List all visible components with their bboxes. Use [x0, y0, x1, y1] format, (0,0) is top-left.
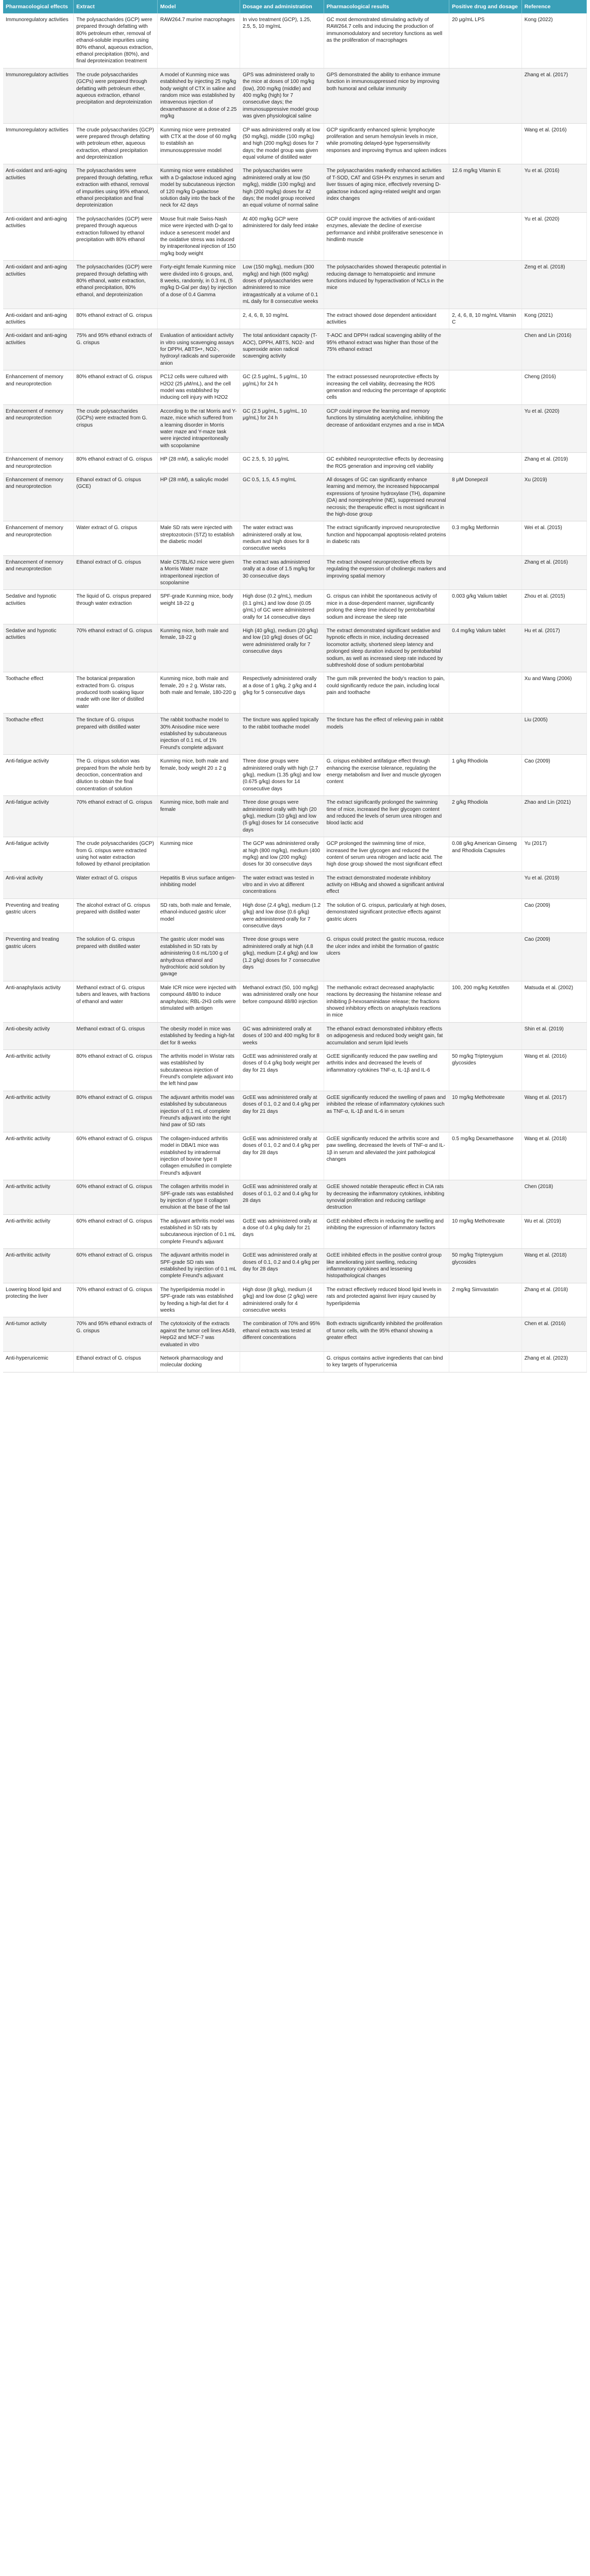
- cell-results: The extract effectively reduced blood lipid levels in rats and protected against liver injury caused by hyperlipidemia: [324, 1283, 449, 1317]
- cell-results: The extract showed neuroprotective effects by regulating the expression of cholinergic markers and improving spatial memory: [324, 555, 449, 590]
- cell-positive-drug: 0.3 mg/kg Metformin: [449, 521, 522, 556]
- cell-reference: Yu et al. (2020): [521, 212, 586, 260]
- cell-extract: The crude polysaccharides (GCP) were prepared through defatting with petroleum ether, aqueous extraction, ethanol precipitation and deproteinization: [74, 123, 158, 164]
- cell-extract: 60% ethanol extract of G. crispus: [74, 1249, 158, 1283]
- cell-dosage: The water extract was tested in vitro and in vivo at different concentrations: [240, 871, 324, 899]
- cell-positive-drug: 50 mg/kg Tripterygium glycosides: [449, 1049, 522, 1091]
- cell-results: GC most demonstrated stimulating activity of RAW264.7 cells and inducing the production of immunomodulatory and secretory functions as well as the proliferation of macrophages: [324, 13, 449, 68]
- cell-results: The extract possessed neuroprotective effects by increasing the cell viability, decreasing the ROS generation and reducing the percentage of apoptotic cells: [324, 370, 449, 405]
- cell-positive-drug: 8 μM Donepezil: [449, 473, 522, 521]
- cell-model: The obesity model in mice was established by feeding a high-fat diet for 8 weeks: [157, 1022, 240, 1049]
- cell-model: The adjuvant arthritis model in SPF-grade SD rats was established by injection of 0.1 mL complete Freund's adjuvant: [157, 1249, 240, 1283]
- table-row: [3, 212, 587, 260]
- table-row: [3, 473, 587, 521]
- cell-model: HP (28 mM), a salicylic model: [157, 473, 240, 521]
- cell-effect: Sedative and hypnotic activities: [3, 590, 74, 624]
- cell-effect: Anti-fatigue activity: [3, 755, 74, 796]
- table-header: [3, 0, 587, 13]
- cell-effect: Immunoregulatory activities: [3, 123, 74, 164]
- cell-positive-drug: 0.5 mg/kg Dexamethasone: [449, 1132, 522, 1180]
- cell-positive-drug: [449, 212, 522, 260]
- cell-dosage: GcEE was administered orally at doses of 0.4 g/kg body weight per day for 21 days: [240, 1049, 324, 1091]
- table-row: [3, 555, 587, 590]
- cell-dosage: The extract was administered orally at a dose of 1.5 mg/kg for 30 consecutive days: [240, 555, 324, 590]
- cell-model: Evaluation of antioxidant activity in vitro using scavenging assays for DPPH, ABTS•+, NO2-, hydroxyl radicals and superoxide anion: [157, 329, 240, 370]
- cell-model: Male ICR mice were injected with compound 48/80 to induce anaphylaxis; RBL-2H3 cells were stimulated with antigen: [157, 981, 240, 1022]
- table-row: [3, 933, 587, 981]
- cell-extract: The tincture of G. crispus prepared with distilled water: [74, 714, 158, 755]
- cell-extract: Methanol extract of G. crispus: [74, 1022, 158, 1049]
- cell-results: GCP significantly enhanced splenic lymphocyte proliferation and serum hemolysin levels in mice, while promoting delayed-type hypersensitivity responses and improving thymus and spleen indices: [324, 123, 449, 164]
- cell-dosage: High dose (8 g/kg), medium (4 g/kg) and low dose (2 g/kg) were administered orally for 4 consecutive weeks: [240, 1283, 324, 1317]
- cell-positive-drug: 2 mg/kg Simvastatin: [449, 1283, 522, 1317]
- cell-effect: Enhancement of memory and neuroprotection: [3, 521, 74, 556]
- cell-model: The hyperlipidemia model in SPF-grade rats was established by feeding a high-fat diet for 4 weeks: [157, 1283, 240, 1317]
- cell-results: GCP could improve the activities of anti-oxidant enzymes, alleviate the decline of exercise performance and inhibit proliferative senescence in hindlimb muscle: [324, 212, 449, 260]
- cell-extract: 80% ethanol extract of G. crispus: [74, 1049, 158, 1091]
- cell-extract: The polysaccharides (GCP) were prepared through aqueous extraction followed by ethanol precipitation with 80% ethanol: [74, 212, 158, 260]
- cell-model: According to the rat Morris and Y-maze, mice which suffered from a learning disorder in Morris water maze and Y-maze task were injected intraperitoneally with scopolamine: [157, 404, 240, 452]
- cell-reference: Cao (2009): [521, 755, 586, 796]
- cell-dosage: GcEE was administered orally at doses of 0.1, 0.2 and 0.4 g/kg per day for 21 days: [240, 1091, 324, 1132]
- cell-positive-drug: [449, 329, 522, 370]
- table-row: [3, 1132, 587, 1180]
- cell-results: GcEE exhibited effects in reducing the swelling and inhibiting the expression of inflammatory factors: [324, 1214, 449, 1249]
- cell-extract: The crude polysaccharides (GCPs) were prepared through defatting with petroleum ether, aqueous extraction, ethanol precipitation and deproteinization: [74, 68, 158, 123]
- cell-dosage: GPS was administered orally to the mice at doses of 100 mg/kg (low), 200 mg/kg (middle) and 400 mg/kg (high) for 7 consecutive days; the immunosuppressive model group was given physiological saline: [240, 68, 324, 123]
- cell-reference: Yu et al. (2019): [521, 871, 586, 899]
- cell-dosage: GC was administered orally at doses of 100 and 400 mg/kg for 8 weeks: [240, 1022, 324, 1049]
- cell-dosage: The water extract was administered orally at low, medium and high doses for 8 consecutive weeks: [240, 521, 324, 556]
- cell-dosage: GC (2.5 μg/mL, 5 μg/mL, 10 μg/mL) for 24 h: [240, 370, 324, 405]
- header-extract: Extract: [74, 0, 158, 13]
- cell-model: Male C57BL/6J mice were given a Morris Water maze intraperitoneal injection of scopolamine: [157, 555, 240, 590]
- cell-results: The extract demonstrated moderate inhibitory activity on HBsAg and showed a significant antiviral effect: [324, 871, 449, 899]
- cell-reference: Zhang et al. (2017): [521, 68, 586, 123]
- cell-model: The collagen arthritis model in SPF-grade rats was established by injection of type II collagen emulsion at the base of the tail: [157, 1180, 240, 1215]
- cell-model: HP (28 mM), a salicylic model: [157, 453, 240, 473]
- cell-reference: Shin et al. (2019): [521, 1022, 586, 1049]
- cell-reference: Kong (2021): [521, 309, 586, 329]
- cell-positive-drug: [449, 68, 522, 123]
- cell-positive-drug: [449, 1317, 522, 1352]
- cell-reference: Zhang et al. (2019): [521, 453, 586, 473]
- cell-results: GcEE significantly reduced the swelling of paws and inhibited the release of inflammatory cytokines such as TNF-α, IL-1β and IL-6 in serum: [324, 1091, 449, 1132]
- cell-dosage: The GCP was administered orally at high (800 mg/kg), medium (400 mg/kg) and low (200 mg/kg) doses for 30 consecutive days: [240, 837, 324, 872]
- cell-positive-drug: 0.003 g/kg Valium tablet: [449, 590, 522, 624]
- cell-extract: Methanol extract of G. crispus tubers and leaves, with fractions of ethanol and water: [74, 981, 158, 1022]
- cell-model: Forty-eight female Kunming mice were divided into 6 groups, and, 8 weeks, randomly, in 0.3 mL (5 mg/kg D-Gal per day) by injection of a dose of 0.4 Gamma: [157, 261, 240, 309]
- cell-dosage: CP was administered orally at low (50 mg/kg), middle (100 mg/kg) and high (200 mg/kg) doses for 7 days; the model group was given equal volume of distilled water: [240, 123, 324, 164]
- cell-model: The adjuvant arthritis model was established in SD rats by subcutaneous injection of 0.1 mL complete Freund's adjuvant: [157, 1214, 240, 1249]
- table-row: [3, 1180, 587, 1215]
- cell-extract: 60% ethanol extract of G. crispus: [74, 1132, 158, 1180]
- table-row: [3, 309, 587, 329]
- cell-model: Kunming mice, both male and female: [157, 796, 240, 837]
- cell-extract: The polysaccharides (GCP) were prepared through defatting with 80% ethanol, water extraction, ethanol precipitation, 80% ethanol, and deproteinization: [74, 261, 158, 309]
- cell-results: T-AOC and DPPH radical scavenging ability of the 95% ethanol extract was higher than those of the 75% ethanol extract: [324, 329, 449, 370]
- cell-results: GcEE showed notable therapeutic effect in CIA rats by decreasing the inflammatory cytokines, inhibiting synovial proliferation and reducing cartilage destruction: [324, 1180, 449, 1215]
- cell-effect: Enhancement of memory and neuroprotection: [3, 453, 74, 473]
- cell-extract: Water extract of G. crispus: [74, 871, 158, 899]
- cell-extract: 60% ethanol extract of G. crispus: [74, 1214, 158, 1249]
- cell-extract: 80% ethanol extract of G. crispus: [74, 453, 158, 473]
- cell-effect: Preventing and treating gastric ulcers: [3, 933, 74, 981]
- cell-positive-drug: [449, 672, 522, 714]
- cell-model: Mouse fruit male Swiss-Nash mice were injected with D-gal to induce a senescent model and the oxidative stress was induced by intraperitoneal injection of 150 mg/kg body weight: [157, 212, 240, 260]
- cell-effect: Enhancement of memory and neuroprotection: [3, 370, 74, 405]
- header-reference: Reference: [521, 0, 586, 13]
- cell-extract: 75% and 95% ethanol extracts of G. crispus: [74, 329, 158, 370]
- cell-dosage: The combination of 70% and 95% ethanol extracts was tested at different concentrations: [240, 1317, 324, 1352]
- cell-model: Kunming mice were pretreated with CTX at the dose of 60 mg/kg to establish an immunosuppressive model: [157, 123, 240, 164]
- cell-positive-drug: [449, 453, 522, 473]
- cell-reference: Chen and Lin (2016): [521, 329, 586, 370]
- cell-extract: 80% ethanol extract of G. crispus: [74, 370, 158, 405]
- table-row: [3, 329, 587, 370]
- cell-dosage: The polysaccharides were administered orally at low (50 mg/kg), middle (100 mg/kg) and high (200 mg/kg) doses for 42 days; the model group received an equal volume of normal saline: [240, 164, 324, 212]
- cell-effect: Toothache effect: [3, 714, 74, 755]
- cell-positive-drug: [449, 370, 522, 405]
- cell-model: Kunming mice were established with a D-galactose induced aging model by subcutaneous injection of 120 mg/kg D-galactose solution daily into the back of the neck for 42 days: [157, 164, 240, 212]
- cell-extract: The solution of G. crispus prepared with distilled water: [74, 933, 158, 981]
- table-row: [3, 672, 587, 714]
- cell-effect: Immunoregulatory activities: [3, 68, 74, 123]
- cell-results: The extract significantly improved neuroprotective function and hippocampal apoptosis-related proteins in diabetic rats: [324, 521, 449, 556]
- table-row: [3, 68, 587, 123]
- cell-reference: Cao (2009): [521, 933, 586, 981]
- header-dosage: Dosage and administration: [240, 0, 324, 13]
- cell-effect: Anti-fatigue activity: [3, 796, 74, 837]
- cell-reference: Zhao and Lin (2021): [521, 796, 586, 837]
- cell-effect: Anti-arthritic activity: [3, 1249, 74, 1283]
- cell-positive-drug: 2 g/kg Rhodiola: [449, 796, 522, 837]
- cell-positive-drug: 20 μg/mL LPS: [449, 13, 522, 68]
- cell-model: Kunming mice, both male and female, 18-22 g: [157, 624, 240, 672]
- cell-reference: Yu et al. (2020): [521, 404, 586, 452]
- cell-effect: Anti-hyperuricemic: [3, 1351, 74, 1372]
- cell-positive-drug: [449, 1180, 522, 1215]
- cell-positive-drug: 12.6 mg/kg Vitamin E: [449, 164, 522, 212]
- cell-extract: 60% ethanol extract of G. crispus: [74, 1180, 158, 1215]
- cell-effect: Preventing and treating gastric ulcers: [3, 899, 74, 933]
- cell-extract: Water extract of G. crispus: [74, 521, 158, 556]
- cell-positive-drug: 1 g/kg Rhodiola: [449, 755, 522, 796]
- cell-reference: Wang et al. (2017): [521, 1091, 586, 1132]
- cell-model: The adjuvant arthritis model was established by subcutaneous injection of 0.1 mL of complete Freund's adjuvant into the right hind paw of SD rats: [157, 1091, 240, 1132]
- cell-effect: Anti-anaphylaxis activity: [3, 981, 74, 1022]
- cell-positive-drug: [449, 123, 522, 164]
- cell-reference: Zhou et al. (2015): [521, 590, 586, 624]
- cell-model: Network pharmacology and molecular docking: [157, 1351, 240, 1372]
- cell-results: The gum milk prevented the body's reaction to pain, could significantly reduce the pain, including local pain and toothache: [324, 672, 449, 714]
- table-row: [3, 899, 587, 933]
- table-row: [3, 1049, 587, 1091]
- cell-reference: Yu (2017): [521, 837, 586, 872]
- table-row: [3, 1022, 587, 1049]
- cell-results: GCP could improve the learning and memory functions by stimulating acetylcholine, inhibiting the decrease of antioxidant enzymes and a rise in MDA: [324, 404, 449, 452]
- cell-positive-drug: 2, 4, 6, 8, 10 mg/mL Vitamin C: [449, 309, 522, 329]
- cell-positive-drug: [449, 899, 522, 933]
- cell-positive-drug: 10 mg/kg Methotrexate: [449, 1091, 522, 1132]
- cell-dosage: High (40 g/kg), medium (20 g/kg) and low (10 g/kg) doses of GC were administered orally for 7 consecutive days: [240, 624, 324, 672]
- cell-effect: Anti-viral activity: [3, 871, 74, 899]
- cell-reference: Wang et al. (2016): [521, 123, 586, 164]
- cell-results: G. crispus contains active ingredients that can bind to key targets of hyperuricemia: [324, 1351, 449, 1372]
- cell-dosage: Three dose groups were administered orally with high (20 g/kg), medium (10 g/kg) and low (5 g/kg) doses for 14 consecutive days: [240, 796, 324, 837]
- cell-dosage: GcEE was administered orally at doses of 0.1, 0.2 and 0.4 g/kg per day for 28 days: [240, 1132, 324, 1180]
- cell-model: The collagen-induced arthritis model in DBA/1 mice was established by intradermal injection of bovine type II collagen emulsified in complete Freund's adjuvant: [157, 1132, 240, 1180]
- cell-effect: Enhancement of memory and neuroprotection: [3, 473, 74, 521]
- table-row: [3, 261, 587, 309]
- cell-extract: The alcohol extract of G. crispus prepared with distilled water: [74, 899, 158, 933]
- table-body: [3, 13, 587, 1372]
- cell-dosage: High dose (2.4 g/kg), medium (1.2 g/kg) and low dose (0.6 g/kg) were administered orally for 7 consecutive days: [240, 899, 324, 933]
- cell-effect: Anti-obesity activity: [3, 1022, 74, 1049]
- cell-results: The methanolic extract decreased anaphylactic reactions by decreasing the histamine release and inhibiting β-hexosaminidase release; the fractions showed inhibitory effects on anaphylaxis reactions in mice: [324, 981, 449, 1022]
- table-row: [3, 164, 587, 212]
- cell-model: RAW264.7 murine macrophages: [157, 13, 240, 68]
- cell-model: Male SD rats were injected with streptozotocin (STZ) to establish the diabetic model: [157, 521, 240, 556]
- table-row: [3, 453, 587, 473]
- cell-model: A model of Kunming mice was established by injecting 25 mg/kg body weight of CTX in saline and random mice was established by intravenous injection of dexamethasone at a dose of 2.25 mg/kg: [157, 68, 240, 123]
- cell-effect: Anti-oxidant and anti-aging activities: [3, 309, 74, 329]
- cell-extract: Ethanol extract of G. crispus: [74, 555, 158, 590]
- cell-reference: Chen et al. (2016): [521, 1317, 586, 1352]
- header-positive-drug: Positive drug and dosage: [449, 0, 522, 13]
- header-model: Model: [157, 0, 240, 13]
- cell-dosage: High dose (0.2 g/mL), medium (0.1 g/mL) and low dose (0.05 g/mL) of GC were administered orally for 14 consecutive days: [240, 590, 324, 624]
- cell-dosage: At 400 mg/kg GCP were administered for daily feed intake: [240, 212, 324, 260]
- cell-effect: Immunoregulatory activities: [3, 13, 74, 68]
- cell-effect: Anti-fatigue activity: [3, 837, 74, 872]
- cell-dosage: GcEE was administered orally at a dose of 0.4 g/kg daily for 21 days: [240, 1214, 324, 1249]
- cell-reference: Wei et al. (2015): [521, 521, 586, 556]
- cell-dosage: The total antioxidant capacity (T-AOC), DPPH, ABTS, NO2- and superoxide anion radical scavenging activity: [240, 329, 324, 370]
- cell-positive-drug: [449, 871, 522, 899]
- cell-effect: Lowering blood lipid and protecting the liver: [3, 1283, 74, 1317]
- table-row: [3, 837, 587, 872]
- cell-effect: Anti-oxidant and anti-aging activities: [3, 164, 74, 212]
- cell-effect: Enhancement of memory and neuroprotection: [3, 555, 74, 590]
- cell-effect: Anti-oxidant and anti-aging activities: [3, 261, 74, 309]
- cell-model: SPF-grade Kunming mice, body weight 18-22 g: [157, 590, 240, 624]
- cell-extract: The liquid of G. crispus prepared through water extraction: [74, 590, 158, 624]
- cell-extract: Ethanol extract of G. crispus (GCE): [74, 473, 158, 521]
- cell-effect: Anti-arthritic activity: [3, 1091, 74, 1132]
- cell-model: SD rats, both male and female, ethanol-induced gastric ulcer model: [157, 899, 240, 933]
- cell-positive-drug: [449, 555, 522, 590]
- cell-effect: Sedative and hypnotic activities: [3, 624, 74, 672]
- cell-positive-drug: 100, 200 mg/kg Ketotifen: [449, 981, 522, 1022]
- cell-results: The extract significantly prolonged the swimming time of mice, increased the liver glycogen content and reduced the levels of serum urea nitrogen and blood lactic acid: [324, 796, 449, 837]
- table-row: [3, 1214, 587, 1249]
- cell-model: Kunming mice: [157, 837, 240, 872]
- cell-positive-drug: 0.4 mg/kg Valium tablet: [449, 624, 522, 672]
- cell-model: [157, 309, 240, 329]
- cell-effect: Anti-oxidant and anti-aging activities: [3, 212, 74, 260]
- cell-model: Kunming mice, both male and female, 20 ± 2 g. Wistar rats, both male and female, 180-220 g: [157, 672, 240, 714]
- cell-effect: Anti-arthritic activity: [3, 1180, 74, 1215]
- cell-model: The rabbit toothache model to 30% Anisodine mice were established by subcutaneous injection of 0.1 mL of 1% Freund's complete adjuvant: [157, 714, 240, 755]
- cell-reference: Zhang et al. (2018): [521, 1283, 586, 1317]
- cell-reference: Zhang et al. (2023): [521, 1351, 586, 1372]
- cell-reference: Wang et al. (2018): [521, 1132, 586, 1180]
- cell-dosage: Low (150 mg/kg), medium (300 mg/kg) and high (600 mg/kg) doses of polysaccharides were administered to mice intragastrically at a volume of 0.1 mL daily for 8 consecutive weeks: [240, 261, 324, 309]
- cell-positive-drug: [449, 1022, 522, 1049]
- cell-reference: Matsuda et al. (2002): [521, 981, 586, 1022]
- table-row: [3, 755, 587, 796]
- table-row: [3, 796, 587, 837]
- cell-extract: 80% ethanol extract of G. crispus: [74, 309, 158, 329]
- cell-model: PC12 cells were cultured with H2O2 (25 μM/mL), and the cell model was established by inducing cell injury with H2O2: [157, 370, 240, 405]
- cell-model: The gastric ulcer model was established in SD rats by administering 0.6 mL/100 g of anhydrous ethanol and hydrochloric acid solution by gavage: [157, 933, 240, 981]
- cell-positive-drug: 50 mg/kg Tripterygium glycosides: [449, 1249, 522, 1283]
- cell-results: The ethanol extract demonstrated inhibitory effects on adipogenesis and reduced body weight gain, fat accumulation and serum lipid levels: [324, 1022, 449, 1049]
- cell-extract: 80% ethanol extract of G. crispus: [74, 1091, 158, 1132]
- cell-results: G. crispus exhibited antifatigue effect through enhancing the exercise tolerance, regulating the energy metabolism and liver and muscle glycogen content: [324, 755, 449, 796]
- cell-model: Hepatitis B virus surface antigen-inhibiting model: [157, 871, 240, 899]
- cell-results: G. crispus could protect the gastric mucosa, reduce the ulcer index and inhibit the formation of gastric ulcers: [324, 933, 449, 981]
- table-row: [3, 13, 587, 68]
- cell-reference: Yu et al. (2016): [521, 164, 586, 212]
- cell-dosage: In vivo treatment (GCP), 1.25, 2.5, 5, 10 mg/mL: [240, 13, 324, 68]
- cell-reference: Zeng et al. (2018): [521, 261, 586, 309]
- table-row: [3, 871, 587, 899]
- cell-extract: The G. crispus solution was prepared from the whole herb by decoction, concentration and dilution to obtain the final concentration of solution: [74, 755, 158, 796]
- cell-results: The extract demonstrated significant sedative and hypnotic effects in mice, including decreased locomotor activity, shortened sleep latency and prolonged sleep duration induced by pentobarbital sodium, as well as increased sleep rate induced by subthreshold dose of sodium pentobarbital: [324, 624, 449, 672]
- cell-reference: Xu (2019): [521, 473, 586, 521]
- cell-results: GcEE inhibited effects in the positive control group like ameliorating joint swelling, reducing inflammatory cytokines and lessening histopathological changes: [324, 1249, 449, 1283]
- cell-positive-drug: 10 mg/kg Methotrexate: [449, 1214, 522, 1249]
- cell-results: The solution of G. crispus, particularly at high doses, demonstrated significant protective effects against gastric ulcers: [324, 899, 449, 933]
- cell-extract: 70% ethanol extract of G. crispus: [74, 624, 158, 672]
- cell-positive-drug: [449, 714, 522, 755]
- cell-results: The polysaccharides showed therapeutic potential in reducing damage to hematopoietic and immune functions induced by hyperactivation of NCLs in the mice: [324, 261, 449, 309]
- cell-reference: Wang et al. (2016): [521, 1049, 586, 1091]
- cell-model: Kunming mice, both male and female, body weight 20 ± 2 g: [157, 755, 240, 796]
- cell-extract: 70% and 95% ethanol extracts of G. crispus: [74, 1317, 158, 1352]
- cell-effect: Anti-arthritic activity: [3, 1132, 74, 1180]
- cell-reference: Liu (2005): [521, 714, 586, 755]
- cell-effect: Anti-oxidant and anti-aging activities: [3, 329, 74, 370]
- cell-reference: Zhang et al. (2016): [521, 555, 586, 590]
- table-row: [3, 981, 587, 1022]
- cell-positive-drug: [449, 261, 522, 309]
- cell-dosage: Three dose groups were administered orally with high (2.7 g/kg), medium (1.35 g/kg) and low (0.675 g/kg) doses for 14 consecutive days: [240, 755, 324, 796]
- cell-results: GcEE significantly reduced the arthritis score and paw swelling, decreased the levels of TNF-α and IL-1β in serum and alleviated the joint pathological changes: [324, 1132, 449, 1180]
- cell-effect: Anti-arthritic activity: [3, 1049, 74, 1091]
- cell-dosage: Respectively administered orally at a dose of 1 g/kg, 2 g/kg and 4 g/kg for 5 consecutive days: [240, 672, 324, 714]
- cell-positive-drug: [449, 404, 522, 452]
- cell-reference: Xu and Wang (2006): [521, 672, 586, 714]
- cell-model: The arthritis model in Wistar rats was established by subcutaneous injection of Freund's complete adjuvant into the left hind paw: [157, 1049, 240, 1091]
- cell-results: The polysaccharides markedly enhanced activities of T-SOD, CAT and GSH-Px enzymes in serum and liver tissues of aging mice, effectively reversing D-galactose induced aging-related weight and organ index changes: [324, 164, 449, 212]
- cell-effect: Anti-arthritic activity: [3, 1214, 74, 1249]
- cell-extract: The crude polysaccharides (GCP) from G. crispus were extracted using hot water extraction followed by ethanol precipitation: [74, 837, 158, 872]
- table-row: [3, 1091, 587, 1132]
- cell-results: GC exhibited neuroprotective effects by decreasing the ROS generation and improving cell viability: [324, 453, 449, 473]
- cell-positive-drug: [449, 933, 522, 981]
- table-row: [3, 624, 587, 672]
- header-row: [3, 0, 587, 13]
- table-row: [3, 1249, 587, 1283]
- header-effects: Pharmacological effects: [3, 0, 74, 13]
- table-row: [3, 714, 587, 755]
- cell-reference: Kong (2022): [521, 13, 586, 68]
- cell-dosage: Methanol extract (50, 100 mg/kg) was administered orally one hour before compound 48/80 injection: [240, 981, 324, 1022]
- cell-extract: The polysaccharides (GCP) were prepared through defatting with 80% petroleum ether, removal of ethanol-soluble impurities using 80% ethanol, aqueous extraction, ethanol precipitation (80%), and final deproteinization treatment: [74, 13, 158, 68]
- table-row: [3, 370, 587, 405]
- table-row: [3, 1283, 587, 1317]
- cell-dosage: The tincture was applied topically to the rabbit toothache model: [240, 714, 324, 755]
- cell-results: The extract showed dose dependent antioxidant activities: [324, 309, 449, 329]
- header-results: Pharmacological results: [324, 0, 449, 13]
- cell-dosage: GcEE was administered orally at doses of 0.1, 0.2 and 0.4 g/kg per day for 28 days: [240, 1249, 324, 1283]
- cell-reference: Wang et al. (2018): [521, 1249, 586, 1283]
- cell-effect: Enhancement of memory and neuroprotection: [3, 404, 74, 452]
- cell-results: All dosages of GC can significantly enhance learning and memory, the increased hippocampal expressions of tyrosine hydroxylase (TH), dopamine (DA) and norepinephrine (NE), suppressed neuronal necrosis; the therapeutic effect is most significant in the high-dose group: [324, 473, 449, 521]
- cell-dosage: GC 0.5, 1.5, 4.5 mg/mL: [240, 473, 324, 521]
- cell-results: GPS demonstrated the ability to enhance immune function in immunosuppressed mice by improving both humoral and cellular immunity: [324, 68, 449, 123]
- cell-results: The tincture has the effect of relieving pain in rabbit models: [324, 714, 449, 755]
- cell-reference: Hu et al. (2017): [521, 624, 586, 672]
- cell-dosage: GcEE was administered orally at doses of 0.1, 0.2 and 0.4 g/kg for 28 days: [240, 1180, 324, 1215]
- cell-positive-drug: 0.08 g/kg American Ginseng and Rhodiola Capsules: [449, 837, 522, 872]
- cell-results: GcEE significantly reduced the paw swelling and arthritis index and decreased the levels of inflammatory cytokines TNF-α, IL-1β and IL-6: [324, 1049, 449, 1091]
- table-row: [3, 521, 587, 556]
- cell-extract: The crude polysaccharides (GCPs) were extracted from G. crispus: [74, 404, 158, 452]
- cell-dosage: 2, 4, 6, 8, 10 mg/mL: [240, 309, 324, 329]
- cell-dosage: [240, 1351, 324, 1372]
- cell-model: The cytotoxicity of the extracts against the tumor cell lines A549, HepG2 and MCF-7 was evaluated in vitro: [157, 1317, 240, 1352]
- cell-extract: 70% ethanol extract of G. crispus: [74, 796, 158, 837]
- cell-extract: The botanical preparation extracted from G. crispus produced tooth soaking liquor made with one liter of distilled water: [74, 672, 158, 714]
- cell-results: GCP prolonged the swimming time of mice, increased the liver glycogen and reduced the content of serum urea nitrogen and lactic acid. The high dose group showed the most significant effect: [324, 837, 449, 872]
- cell-extract: The polysaccharides were prepared through defatting, reflux extraction with ethanol, removal of impurities using 95% ethanol, ethanol precipitation and final deproteinization: [74, 164, 158, 212]
- cell-dosage: GC (2.5 μg/mL, 5 μg/mL, 10 μg/mL) for 24 h: [240, 404, 324, 452]
- cell-positive-drug: [449, 1351, 522, 1372]
- table-row: [3, 404, 587, 452]
- table-row: [3, 1317, 587, 1352]
- cell-reference: Chen (2018): [521, 1180, 586, 1215]
- cell-reference: Cao (2009): [521, 899, 586, 933]
- cell-results: Both extracts significantly inhibited the proliferation of tumor cells, with the 95% ethanol showing a greater effect: [324, 1317, 449, 1352]
- table-row: [3, 1351, 587, 1372]
- cell-reference: Wu et al. (2019): [521, 1214, 586, 1249]
- cell-reference: Cheng (2016): [521, 370, 586, 405]
- cell-dosage: GC 2.5, 5, 10 μg/mL: [240, 453, 324, 473]
- cell-extract: 70% ethanol extract of G. crispus: [74, 1283, 158, 1317]
- pharmacology-table: [3, 0, 587, 1372]
- cell-effect: Toothache effect: [3, 672, 74, 714]
- cell-effect: Anti-tumor activity: [3, 1317, 74, 1352]
- cell-results: G. crispus can inhibit the spontaneous activity of mice in a dose-dependent manner, significantly prolong the sleep time induced by pentobarbital sodium and increase the sleep rate: [324, 590, 449, 624]
- table-row: [3, 123, 587, 164]
- table-row: [3, 590, 587, 624]
- cell-extract: Ethanol extract of G. crispus: [74, 1351, 158, 1372]
- cell-dosage: Three dose groups were administered orally at high (4.8 g/kg), medium (2.4 g/kg) and low (1.2 g/kg) doses for 7 consecutive days: [240, 933, 324, 981]
